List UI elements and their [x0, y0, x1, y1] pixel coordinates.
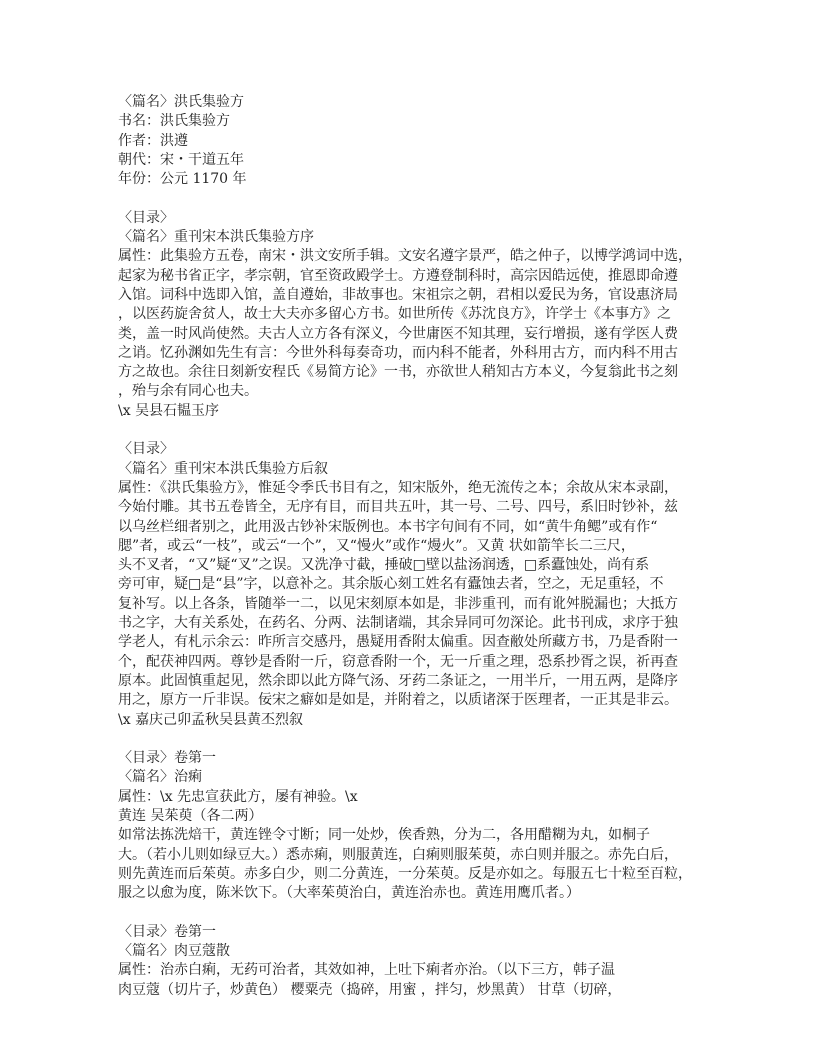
text-line: 属性：此集验方五卷，南宋・洪文安所手辑。文安名遵字景严，皓之仲子，以博学鸿词中选，	[118, 248, 692, 265]
text-line: 腮”者，或云“一枝”，或云“一个”，又“慢火”或作“熳火”。又黄 状如箭竿长二三尺，	[118, 537, 635, 554]
text-line: 类，盖一时风尚使然。夫古人立方各有深义，今世庸医不知其理，妄行增损，遂有学医人费	[118, 325, 678, 342]
text-line: 年份：公元 1170 年	[118, 171, 247, 188]
text-line: 今始付雕。其书五卷皆全，无序有目，而目共五叶，其一号、二号、四号，系旧时钞补，兹	[118, 499, 678, 516]
blank-line	[118, 189, 718, 208]
text-line: 〈目录〉	[118, 209, 174, 226]
text-line: 学老人，有札示余云：昨所言交感丹，愚疑用香附太偏重。因查敝处所藏方书，乃是香附一	[118, 634, 678, 651]
text-line: 属性：治赤白痢，无药可治者，其效如神，上吐下痢者亦治。（以下三方，韩子温	[118, 962, 615, 979]
text-line: 头不叉者，“又”疑“叉”之误。又洗净寸截，捶破□壁以盐汤润透，□系蠹蚀处，尚有系	[118, 557, 650, 574]
text-line: 旁可审，疑□是“县”字，以意补之。其余版心刻工姓名有蠹蚀去者，空之，无足重轻，不	[118, 576, 664, 593]
text-line: 〈目录〉	[118, 441, 174, 458]
text-line: 则先黄连而后茱萸。赤多白少，则二分黄连，一分茱萸。反是亦如之。每服五七十粒至百粒，	[118, 865, 692, 882]
text-line: 起家为秘书省正字，孝宗朝，官至资政殿学士。方遵登制科时，高宗因皓远使，推恩即命遵	[118, 267, 678, 284]
text-line: 个，配茯神四两。尊钞是香附一斤，窃意香附一个，无一斤重之理，恐系抄胥之误，祈再查	[118, 653, 678, 670]
text-line: 书名：洪氏集验方	[118, 113, 230, 130]
text-line: 〈篇名〉洪氏集验方	[118, 94, 244, 110]
text-line: 以乌丝栏细者别之，此用汲古钞补宋版例也。本书字句间有不同，如“黄牛角鳃”或有作“	[118, 518, 658, 535]
text-line: \x 嘉庆己卯孟秋吴县黄丕烈叙	[118, 711, 304, 728]
text-line: 大。（若小儿则如绿豆大。）悉赤痢，则服黄连，白痢则服茱萸，赤白则并服之。赤先白后，	[118, 846, 678, 863]
text-line: 服之以愈为度，陈米饮下。（大率茱萸治白，黄连治赤也。黄连用鹰爪者。）	[118, 885, 580, 902]
text-line: ，殆与余有同心也夫。	[118, 383, 258, 400]
text-line: 〈篇名〉治痢	[118, 769, 202, 786]
text-line: 书之字，大有关系处，在药名、分两、法制诸端，其余异同可勿深论。此书刊成，求序于独	[118, 615, 678, 632]
blank-line	[118, 421, 718, 440]
text-line: 〈篇名〉重刊宋本洪氏集验方后叙	[118, 460, 328, 477]
text-line: 黄连 吴茱萸（各二两）	[118, 807, 263, 824]
text-line: 入馆。词科中选即入馆，盖自遵始，非故事也。宋祖宗之朝，君相以爱民为务，官设惠济局	[118, 286, 678, 303]
text-line: \x 吴县石韫玉序	[118, 402, 220, 419]
text-line: 用之，原方一斤非误。佞宋之癖如是如是，并附着之，以质诸深于医理者，一正其是非云。	[118, 692, 678, 709]
text-line: 朝代：宋・干道五年	[118, 151, 244, 168]
text-line: 属性：\x 先忠宣获此方，屡有神验。\x	[118, 788, 358, 805]
text-line: 〈篇名〉重刊宋本洪氏集验方序	[118, 229, 314, 246]
text-line: ，以医药旋舍贫人，故士大夫亦多留心方书。如世所传《苏沈良方》，许学士《本事方》之	[118, 306, 671, 323]
text-line: 〈目录〉卷第一	[118, 750, 216, 767]
text-line: 复补写。以上各条，皆随举一二，以见宋刻原本如是，非涉重刊，而有讹舛脱漏也；大抵方	[118, 595, 678, 612]
blank-line	[118, 903, 718, 922]
text-line: 作者：洪遵	[118, 132, 188, 149]
text-line: 肉豆蔻（切片子，炒黄色） 樱粟壳（捣碎，用蜜 ，拌匀，炒黑黄） 甘草（切碎，	[118, 981, 622, 998]
text-line: 如常法拣洗焙干，黄连锉令寸断；同一处炒，俟香熟，分为二，各用醋糊为丸，如桐子	[118, 827, 650, 844]
text-line: 属性：《洪氏集验方》，惟延令季氏书目有之，知宋版外，绝无流传之本；余故从宋本录副，	[118, 479, 678, 496]
text-line: 方之故也。余往日刻新安程氏《易简方论》一书，亦欲世人稍知古方本义，今复翁此书之刻	[118, 364, 678, 381]
text-line: 〈目录〉卷第一	[118, 923, 216, 940]
text-line: 原本。此固慎重起见，然余即以此方降气汤、牙药二条证之，一用半斤，一用五两，是降序	[118, 672, 678, 689]
text-line: 之诮。忆孙渊如先生有言：今世外科每奏奇功，而内科不能者，外科用古方，而内科不用古	[118, 344, 678, 361]
text-line: 〈篇名〉肉豆蔻散	[118, 943, 230, 960]
blank-line	[118, 730, 718, 749]
document-page	[118, 93, 718, 1000]
